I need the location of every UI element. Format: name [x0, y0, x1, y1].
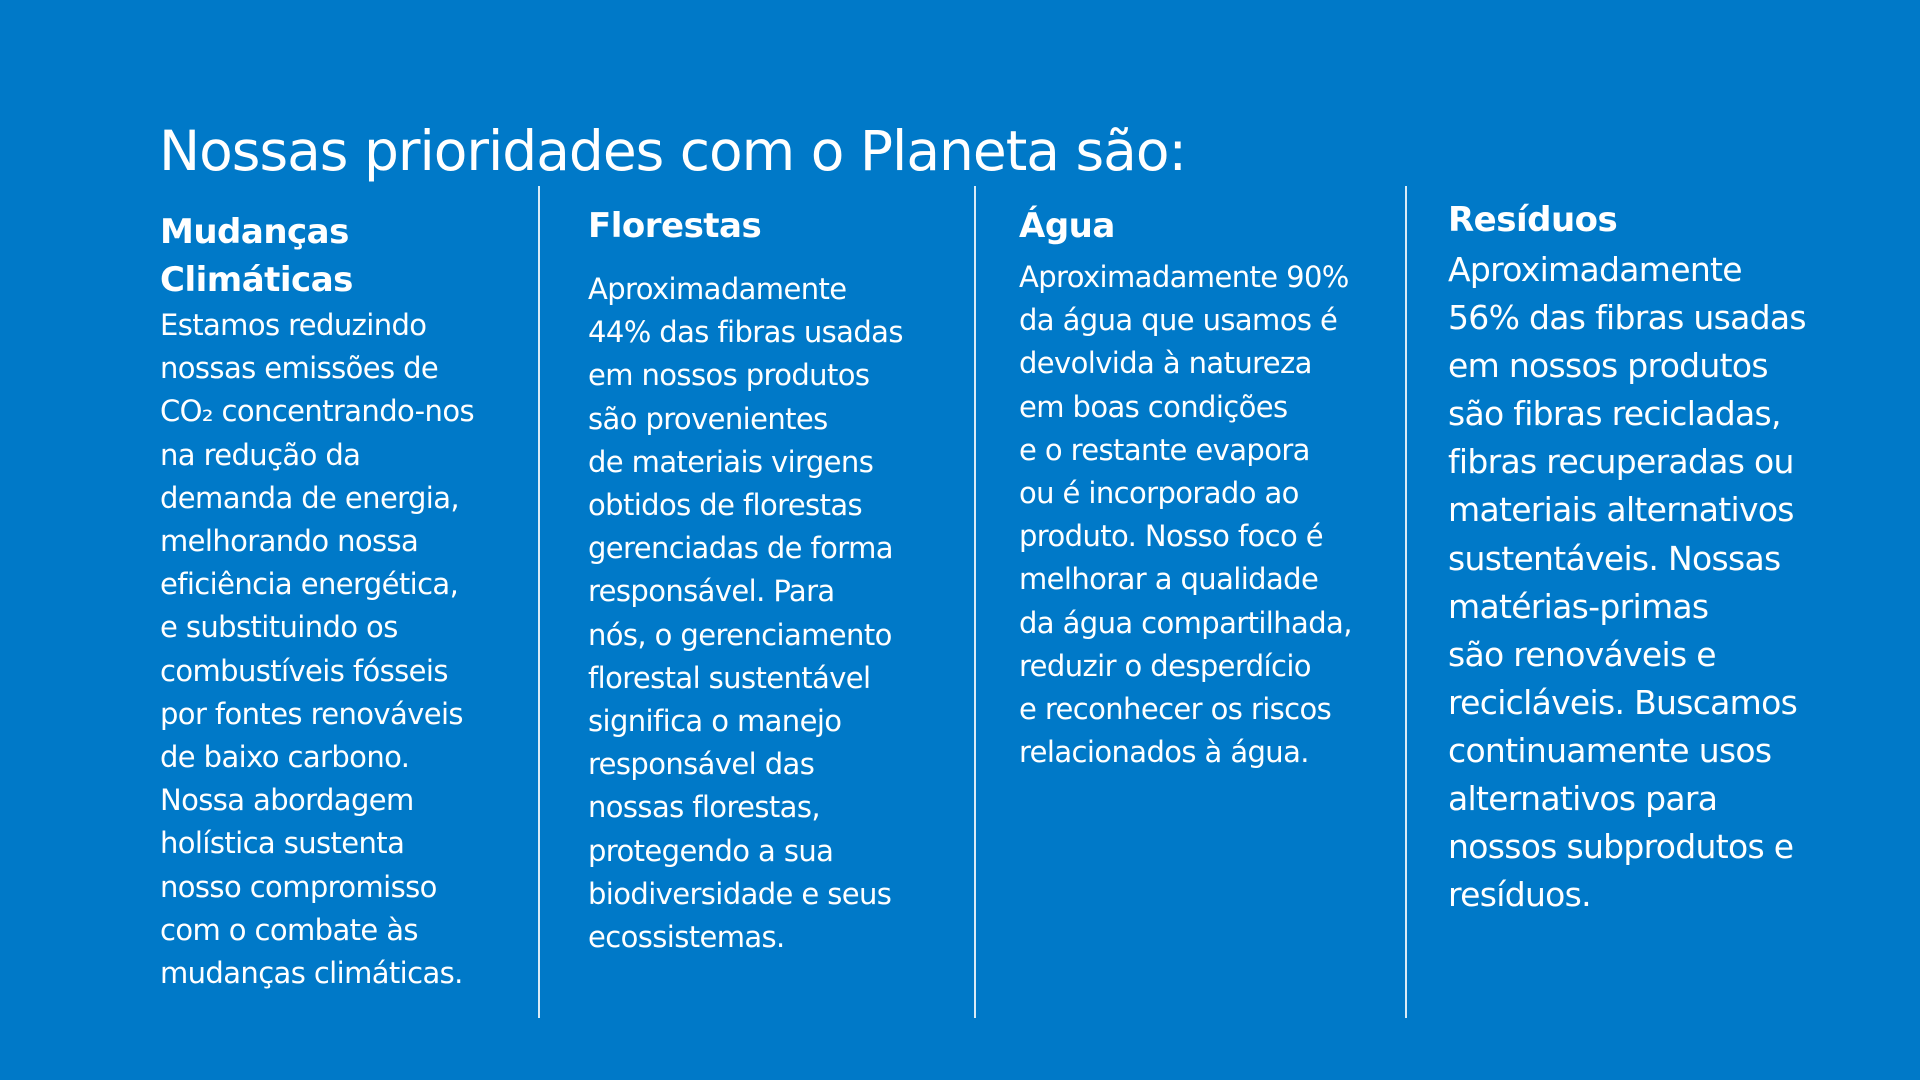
priority-column-climate [160, 208, 474, 995]
body-line: de materiais virgens [588, 444, 874, 479]
body-line: eficiência energética, [160, 567, 459, 602]
body-line: ecossistemas. [588, 920, 785, 955]
column-heading [160, 208, 474, 304]
body-line: na redução da [160, 437, 361, 472]
body-line: da água que usamos é [1019, 303, 1338, 338]
body-line: melhorar a qualidade [1019, 562, 1319, 597]
heading-line: Florestas [588, 206, 762, 246]
body-line: resíduos. [1448, 875, 1591, 915]
body-line: obtidos de florestas [588, 488, 863, 523]
body-line: biodiversidade e seus [588, 876, 892, 911]
heading-line: Resíduos [1448, 200, 1618, 240]
body-line: com o combate às [160, 912, 418, 947]
body-line: combustíveis fósseis [160, 653, 448, 688]
body-line: responsável. Para [588, 574, 835, 609]
body-line: nosso compromisso [160, 869, 437, 904]
body-line: em nossos produtos [588, 358, 870, 393]
heading-line: Mudanças [160, 212, 349, 252]
column-body [1019, 256, 1352, 774]
column-body [160, 304, 474, 995]
body-line: Aproximadamente [1448, 250, 1742, 289]
body-line: e o restante evapora [1019, 432, 1310, 467]
body-line: nossas emissões de [160, 351, 439, 386]
priority-column-waste [1448, 196, 1806, 919]
body-line: nossas florestas, [588, 790, 820, 825]
page-title: Nossas prioridades com o Planeta são: [159, 118, 1187, 183]
body-line: nós, o gerenciamento [588, 617, 892, 652]
body-line: protegendo a sua [588, 833, 834, 868]
body-line: relacionados à água. [1019, 735, 1309, 770]
body-line: da água compartilhada, [1019, 605, 1352, 640]
body-line: florestal sustentável [588, 660, 871, 695]
body-line: significa o manejo [588, 704, 842, 739]
body-line: materiais alternativos [1448, 490, 1794, 530]
body-line: ou é incorporado ao [1019, 476, 1299, 511]
body-line: são renováveis e [1448, 634, 1716, 674]
column-divider [1405, 186, 1407, 1018]
body-line: são provenientes [588, 401, 828, 436]
priority-column-water [1019, 202, 1352, 774]
column-divider [974, 186, 976, 1018]
body-line: recicláveis. Buscamos [1448, 682, 1798, 722]
body-line: em nossos produtos [1448, 346, 1768, 386]
body-line: de baixo carbono. [160, 740, 410, 775]
column-heading [1448, 196, 1806, 244]
column-body [1448, 246, 1806, 919]
heading-line: Água [1019, 206, 1115, 246]
body-line: alternativos para [1448, 779, 1718, 819]
body-line: devolvida à natureza [1019, 346, 1312, 381]
body-line: reduzir o desperdício [1019, 648, 1311, 683]
body-line: fibras recuperadas ou [1448, 442, 1794, 482]
priority-column-forests [588, 202, 903, 959]
body-line: demanda de energia, [160, 480, 460, 515]
body-line: e reconhecer os riscos [1019, 692, 1332, 727]
body-line: mudanças climáticas. [160, 956, 463, 991]
body-line: produto. Nosso foco é [1019, 519, 1323, 554]
column-divider [538, 186, 540, 1018]
body-line: holística sustenta [160, 826, 405, 861]
column-heading [1019, 202, 1352, 250]
body-line: matérias-primas [1448, 586, 1709, 626]
body-line: Aproximadamente [588, 272, 847, 306]
body-line: Aproximadamente 90% [1019, 260, 1349, 294]
body-line: gerenciadas de forma [588, 531, 893, 566]
body-line: e substituindo os [160, 610, 398, 645]
body-line: sustentáveis. Nossas [1448, 538, 1781, 578]
body-line: melhorando nossa [160, 524, 419, 559]
body-line: em boas condições [1019, 389, 1288, 424]
body-line: por fontes renováveis [160, 696, 463, 731]
body-line: 44% das fibras usadas [588, 315, 903, 350]
body-line: CO₂ concentrando-nos [160, 394, 474, 429]
body-line: Estamos reduzindo [160, 308, 427, 342]
body-line: 56% das fibras usadas [1448, 298, 1806, 338]
heading-line: Climáticas [160, 260, 353, 300]
column-body [588, 268, 903, 959]
body-line: são fibras recicladas, [1448, 394, 1781, 434]
column-heading [588, 202, 903, 250]
body-line: responsável das [588, 747, 815, 782]
body-line: continuamente usos [1448, 730, 1772, 770]
body-line: Nossa abordagem [160, 783, 414, 818]
body-line: nossos subprodutos e [1448, 827, 1794, 867]
